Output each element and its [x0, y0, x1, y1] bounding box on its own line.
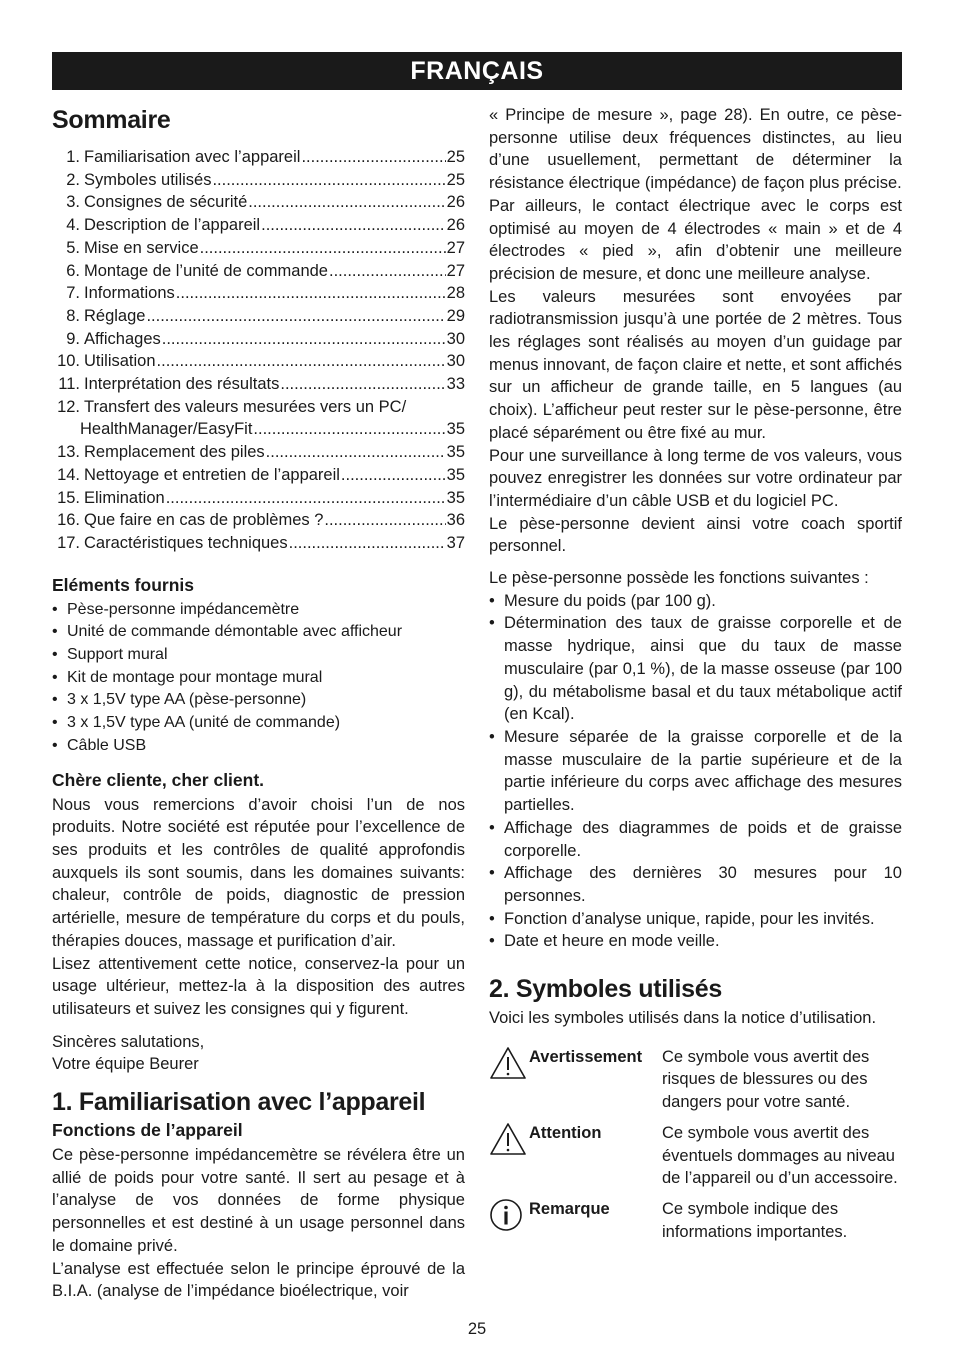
table-of-contents — [52, 146, 465, 555]
closing-line: Sincères salutations, — [52, 1032, 205, 1051]
toc-item[interactable]: 16. Que faire en cas de problèmes ? ..... 36 — [52, 509, 465, 532]
section1-paragraph: Ce pèse-personne impédancemètre se révélera être un allié de poids pour votre santé. Il sert au pesage et à l’analyse de vos données de forme physique personnelles et est destiné à un usage personnel dans le domaine privé. — [52, 1146, 465, 1255]
info-circle-icon — [489, 1198, 529, 1243]
symbol-label: Avertissement — [529, 1047, 643, 1066]
page-number: 25 — [467, 1320, 487, 1338]
functions-intro: Le pèse-personne possède les fonctions suivantes : — [489, 569, 869, 588]
list-item: • Kit de montage pour montage mural — [52, 668, 323, 686]
section1-title: 1. Familiarisation avec l’appareil — [52, 1088, 426, 1117]
toc-item[interactable]: 9. Affichages ..... 30 — [52, 328, 465, 351]
toc-item[interactable]: 4. Description de l’appareil ..... 26 — [52, 214, 465, 237]
list-item: • Date et heure en mode veille. — [489, 932, 720, 951]
section1-paragraph: L’analyse est effectuée selon le principe éprouvé de la B.I.A. (analyse de l’impédance bioélectrique, voir — [52, 1259, 465, 1301]
section1-subtitle: Fonctions de l’appareil — [52, 1120, 243, 1141]
toc-item[interactable]: 15. Elimination ..... 35 — [52, 487, 465, 510]
symbol-row — [489, 1046, 902, 1114]
client-paragraph: Lisez attentivement cette notice, conservez-la pour un usage ultérieur, mettez-la à la disposition des autres utilisateurs et suivez les consignes qui y figurent. — [52, 954, 465, 1018]
symbol-label: Attention — [529, 1123, 602, 1142]
list-item: • 3 x 1,5V type AA (pèse-personne) — [52, 691, 307, 709]
body-paragraph: Par ailleurs, le contact électrique avec le corps est optimisé au moyen de 4 électrodes « main » et de 4 électrodes « pied », afin d’obtenir une meilleure précision de mesure, et donc une meilleure analyse. — [489, 196, 902, 283]
toc-item[interactable]: 6. Montage de l’unité de commande ..... 27 — [52, 260, 465, 283]
client-paragraph: Nous vous remercions d’avoir choisi l’un de nos produits. Notre société est réputée pour l’excellence de ses produits et les contrôles de qualité approfondis auxquels ils sont soumis, dans les domaines suivants: chaleur, contrôle de poids, diagnostic de pression artérielle, mesure de température du corps et du pouls, thérapies douces, massage et purification d’air. — [52, 795, 465, 950]
functions-list — [489, 590, 902, 953]
client-title: Chère cliente, cher client. — [52, 769, 265, 790]
symbol-label: Remarque — [529, 1199, 610, 1218]
section2-title: 2. Symboles utilisés — [489, 975, 722, 1004]
toc-item[interactable]: 13. Remplacement des piles ..... 35 — [52, 441, 465, 464]
symbol-row — [489, 1122, 902, 1190]
list-item: • Affichage des diagrammes de poids et de graisse corporelle. — [489, 818, 902, 860]
toc-item[interactable]: 2. Symboles utilisés ..... 25 — [52, 169, 465, 192]
toc-item[interactable]: 7. Informations ..... 28 — [52, 282, 465, 305]
list-item: • Unité de commande démontable avec afficheur — [52, 623, 403, 641]
toc-item[interactable]: 12. Transfert des valeurs mesurées vers un PC/ — [57, 397, 407, 416]
list-item: • Pèse-personne impédancemètre — [52, 600, 300, 618]
left-column — [52, 100, 465, 1303]
symbol-description: Ce symbole indique des informations importantes. — [662, 1199, 848, 1241]
symbol-description: Ce symbole vous avertit des risques de blessures ou des dangers pour votre santé. — [662, 1047, 870, 1112]
toc-item[interactable]: 10. Utilisation ..... 30 — [52, 350, 465, 373]
toc-item[interactable]: 14. Nettoyage et entretien de l’appareil ..... 35 — [52, 464, 465, 487]
body-paragraph: « Principe de mesure », page 28). En outre, ce pèse-personne utilise deux fréquences distinctes, au lieu d’une usuellement, permettant de déterminer la résistance électrique (impédance) de façon plus précise. — [489, 106, 902, 193]
list-item: • Mesure séparée de la graisse corporelle et de la masse musculaire de la partie supérieure et de la partie inférieure du corps avec affichage des mesures partielles. — [489, 727, 902, 815]
symbol-row — [489, 1198, 902, 1243]
language-banner: FRANÇAIS — [52, 52, 902, 90]
toc-item-continued[interactable]: HealthManager/EasyFit ..... 35 — [52, 418, 465, 441]
list-item: • Affichage des dernières 30 mesures pour 10 personnes. — [489, 864, 902, 905]
elements-title: Eléments fournis — [52, 574, 194, 595]
list-item: • 3 x 1,5V type AA (unité de commande) — [52, 714, 341, 732]
body-paragraph: Les valeurs mesurées sont envoyées par radiotransmission jusqu’à une portée de 2 mètres. Tous les réglages sont réalisés au moyen d’un guidage par menus innovant, de façon claire et nette, et sont affichés sur un afficheur de grande taille, en 5 langues (au choix). L’afficheur peut rester sur le pèse-personne, être placé séparément ou être fixé au mur. — [489, 287, 902, 442]
body-paragraph: Pour une surveillance à long terme de vos valeurs, vous pouvez enregistrer les données sur votre ordinateur par l’intermédiaire d’un câble USB et du logiciel PC. — [489, 446, 902, 510]
toc-item[interactable]: 5. Mise en service ..... 27 — [52, 237, 465, 260]
toc-item[interactable]: 8. Réglage ..... 29 — [52, 305, 465, 328]
sommaire-title: Sommaire — [52, 106, 171, 134]
toc-item[interactable]: 11. Interprétation des résultats ..... 33 — [52, 373, 465, 396]
closing-signature: Votre équipe Beurer — [52, 1055, 199, 1074]
right-column — [489, 104, 902, 1243]
warning-triangle-icon — [489, 1046, 529, 1114]
toc-item[interactable]: 3. Consignes de sécurité ..... 26 — [52, 191, 465, 214]
list-item: • Support mural — [52, 646, 168, 664]
list-item: • Câble USB — [52, 736, 147, 754]
toc-item[interactable]: 17. Caractéristiques techniques ..... 37 — [52, 532, 465, 555]
symbol-description: Ce symbole vous avertit des éventuels dommages au niveau de l’appareil ou d’un accessoire. — [662, 1123, 898, 1188]
list-item: • Fonction d’analyse unique, rapide, pour les invités. — [489, 909, 875, 928]
list-item: • Mesure du poids (par 100 g). — [489, 591, 716, 610]
list-item: • Détermination des taux de graisse corporelle et de masse hydrique, ainsi que du taux de masse musculaire (par 0,1 %), de la masse osseuse (par 100 g), du métabolisme basal et du taux métabolique actif (en Kcal). — [489, 614, 902, 724]
section2-intro: Voici les symboles utilisés dans la notice d’utilisation. — [489, 1009, 877, 1028]
body-paragraph: Le pèse-personne devient ainsi votre coach sportif personnel. — [489, 514, 902, 556]
toc-item[interactable]: 1. Familiarisation avec l’appareil ..... 25 — [52, 146, 465, 169]
warning-triangle-icon — [489, 1122, 529, 1190]
elements-list — [52, 599, 465, 758]
